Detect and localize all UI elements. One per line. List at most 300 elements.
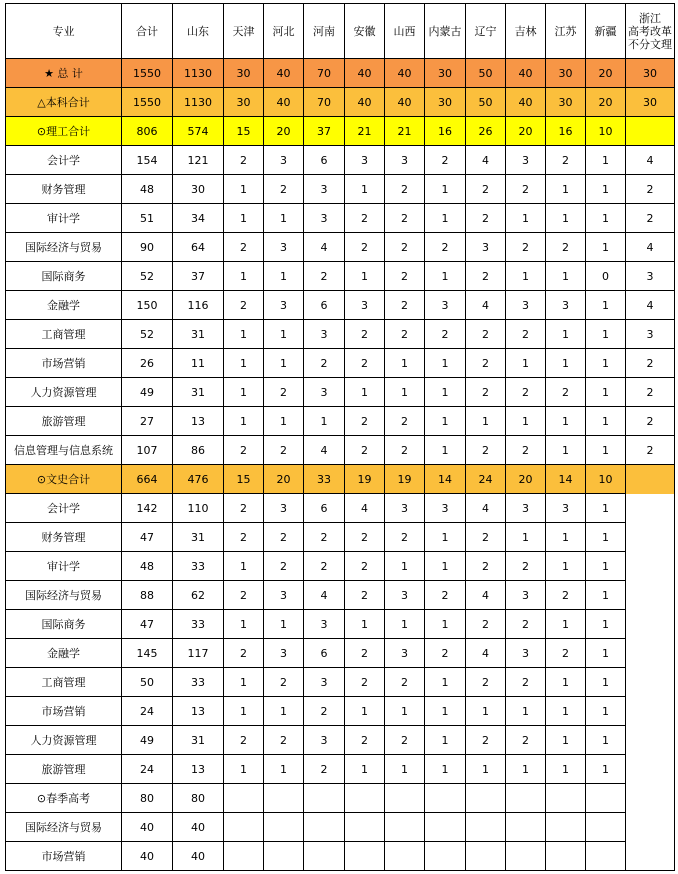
major-cell: 国际经济与贸易 — [6, 581, 122, 610]
value-cell: 2 — [506, 175, 546, 204]
table-row — [6, 610, 675, 639]
header-major: 专业 — [6, 4, 122, 59]
empty-cell — [626, 610, 675, 639]
value-cell: 1 — [224, 378, 264, 407]
value-cell: 1 — [546, 175, 586, 204]
value-cell: 2 — [626, 204, 675, 233]
value-cell — [385, 842, 425, 871]
value-cell: 6 — [304, 639, 345, 668]
value-cell — [466, 784, 506, 813]
value-cell: 34 — [173, 204, 224, 233]
value-cell: 1 — [546, 407, 586, 436]
value-cell: 24 — [466, 465, 506, 494]
value-cell: 1 — [385, 378, 425, 407]
table-row — [6, 146, 675, 175]
empty-cell — [626, 755, 675, 784]
table-row — [6, 117, 675, 146]
value-cell: 2 — [546, 378, 586, 407]
value-cell: 20 — [506, 465, 546, 494]
value-cell: 1 — [586, 204, 626, 233]
value-cell: 2 — [626, 349, 675, 378]
value-cell: 1 — [466, 697, 506, 726]
value-cell — [345, 842, 385, 871]
value-cell: 2 — [264, 436, 304, 465]
value-cell: 1 — [224, 407, 264, 436]
empty-cell — [626, 842, 675, 871]
value-cell: 2 — [385, 175, 425, 204]
value-cell: 1 — [224, 610, 264, 639]
value-cell: 1 — [586, 552, 626, 581]
value-cell: 2 — [224, 494, 264, 523]
value-cell: 2 — [506, 726, 546, 755]
value-cell: 1130 — [173, 88, 224, 117]
value-cell: 13 — [173, 407, 224, 436]
value-cell: 2 — [264, 726, 304, 755]
value-cell: 2 — [626, 378, 675, 407]
value-cell: 1130 — [173, 59, 224, 88]
value-cell: 1 — [586, 378, 626, 407]
value-cell: 33 — [304, 465, 345, 494]
value-cell: 2 — [264, 378, 304, 407]
value-cell: 33 — [173, 552, 224, 581]
value-cell: 51 — [122, 204, 173, 233]
value-cell: 49 — [122, 726, 173, 755]
table-row — [6, 639, 675, 668]
value-cell: 3 — [304, 668, 345, 697]
value-cell — [466, 842, 506, 871]
major-cell: △本科合计 — [6, 88, 122, 117]
value-cell: 3 — [345, 146, 385, 175]
value-cell: 37 — [304, 117, 345, 146]
value-cell: 2 — [304, 755, 345, 784]
value-cell: 2 — [466, 523, 506, 552]
table-row — [6, 668, 675, 697]
value-cell: 3 — [626, 262, 675, 291]
major-cell: 会计学 — [6, 494, 122, 523]
value-cell: 50 — [466, 59, 506, 88]
value-cell: 2 — [224, 523, 264, 552]
value-cell: 1550 — [122, 59, 173, 88]
value-cell: 52 — [122, 320, 173, 349]
value-cell: 2 — [264, 523, 304, 552]
value-cell: 2 — [385, 523, 425, 552]
major-cell: 人力资源管理 — [6, 378, 122, 407]
value-cell: 2 — [345, 349, 385, 378]
value-cell: 2 — [466, 610, 506, 639]
value-cell: 20 — [264, 117, 304, 146]
value-cell — [506, 842, 546, 871]
value-cell — [586, 784, 626, 813]
value-cell: 3 — [466, 233, 506, 262]
major-cell: 旅游管理 — [6, 755, 122, 784]
header-shanxi: 山西 — [385, 4, 425, 59]
value-cell: 1 — [546, 204, 586, 233]
value-cell: 1 — [345, 175, 385, 204]
value-cell — [466, 813, 506, 842]
value-cell: 1 — [506, 349, 546, 378]
table-row — [6, 581, 675, 610]
value-cell: 1 — [264, 610, 304, 639]
value-cell: 40 — [122, 813, 173, 842]
value-cell: 3 — [385, 494, 425, 523]
value-cell: 1 — [425, 349, 466, 378]
value-cell: 3 — [385, 639, 425, 668]
value-cell: 2 — [264, 175, 304, 204]
value-cell: 1 — [586, 494, 626, 523]
value-cell: 1 — [546, 523, 586, 552]
value-cell: 1 — [425, 697, 466, 726]
value-cell: 2 — [224, 233, 264, 262]
value-cell: 1 — [385, 610, 425, 639]
value-cell: 2 — [385, 726, 425, 755]
value-cell: 1 — [224, 204, 264, 233]
value-cell: 47 — [122, 523, 173, 552]
value-cell: 142 — [122, 494, 173, 523]
value-cell: 2 — [345, 726, 385, 755]
value-cell: 2 — [304, 552, 345, 581]
value-cell: 40 — [264, 88, 304, 117]
value-cell: 2 — [345, 668, 385, 697]
value-cell: 2 — [546, 146, 586, 175]
value-cell: 1 — [586, 523, 626, 552]
value-cell: 1 — [264, 204, 304, 233]
table-row — [6, 494, 675, 523]
empty-cell — [626, 668, 675, 697]
value-cell: 2 — [224, 436, 264, 465]
value-cell: 50 — [466, 88, 506, 117]
value-cell: 10 — [586, 465, 626, 494]
value-cell: 33 — [173, 610, 224, 639]
value-cell: 70 — [304, 59, 345, 88]
value-cell: 2 — [506, 320, 546, 349]
major-cell: 市场营销 — [6, 349, 122, 378]
header-zhejiang: 浙江 高考改革 不分文理 — [626, 4, 675, 59]
value-cell: 30 — [425, 88, 466, 117]
value-cell: 1 — [224, 175, 264, 204]
value-cell: 2 — [626, 407, 675, 436]
value-cell: 30 — [425, 59, 466, 88]
value-cell: 4 — [304, 233, 345, 262]
value-cell: 40 — [345, 88, 385, 117]
header-xinjiang: 新疆 — [586, 4, 626, 59]
value-cell: 31 — [173, 523, 224, 552]
value-cell: 3 — [506, 581, 546, 610]
value-cell: 2 — [345, 320, 385, 349]
value-cell: 3 — [264, 291, 304, 320]
value-cell: 3 — [264, 494, 304, 523]
value-cell — [425, 784, 466, 813]
value-cell: 1 — [425, 262, 466, 291]
value-cell: 2 — [466, 349, 506, 378]
major-cell: 会计学 — [6, 146, 122, 175]
value-cell: 1 — [506, 523, 546, 552]
value-cell: 16 — [546, 117, 586, 146]
value-cell: 2 — [345, 407, 385, 436]
value-cell: 1 — [304, 407, 345, 436]
value-cell: 2 — [466, 726, 506, 755]
value-cell: 30 — [626, 88, 675, 117]
value-cell: 24 — [122, 755, 173, 784]
value-cell: 1 — [345, 262, 385, 291]
value-cell: 2 — [385, 291, 425, 320]
value-cell: 1 — [385, 755, 425, 784]
value-cell: 19 — [345, 465, 385, 494]
value-cell: 3 — [546, 291, 586, 320]
value-cell: 1 — [264, 320, 304, 349]
value-cell: 2 — [224, 581, 264, 610]
value-cell: 40 — [173, 842, 224, 871]
value-cell: 1 — [546, 668, 586, 697]
value-cell: 15 — [224, 465, 264, 494]
value-cell: 1 — [264, 407, 304, 436]
value-cell: 40 — [385, 88, 425, 117]
value-cell: 3 — [506, 146, 546, 175]
value-cell: 2 — [466, 262, 506, 291]
table-row — [6, 755, 675, 784]
value-cell: 1 — [506, 204, 546, 233]
table-row — [6, 726, 675, 755]
major-cell: 市场营销 — [6, 697, 122, 726]
value-cell: 1 — [425, 436, 466, 465]
value-cell: 3 — [425, 494, 466, 523]
value-cell: 3 — [304, 726, 345, 755]
table-row — [6, 523, 675, 552]
value-cell: 1 — [546, 726, 586, 755]
header-neimenggu: 内蒙古 — [425, 4, 466, 59]
value-cell: 4 — [626, 146, 675, 175]
value-cell: 1 — [586, 639, 626, 668]
value-cell — [304, 784, 345, 813]
value-cell: 1 — [345, 755, 385, 784]
value-cell: 2 — [385, 204, 425, 233]
value-cell: 2 — [304, 523, 345, 552]
value-cell: 3 — [546, 494, 586, 523]
value-cell: 2 — [385, 233, 425, 262]
value-cell: 1 — [385, 697, 425, 726]
value-cell: 1 — [586, 755, 626, 784]
value-cell: 1 — [224, 668, 264, 697]
value-cell: 3 — [304, 610, 345, 639]
table-row — [6, 378, 675, 407]
value-cell: 1 — [224, 697, 264, 726]
value-cell: 1 — [506, 262, 546, 291]
value-cell: 2 — [466, 552, 506, 581]
value-cell: 3 — [506, 291, 546, 320]
value-cell: 1 — [385, 552, 425, 581]
value-cell: 2 — [345, 639, 385, 668]
value-cell: 1 — [586, 146, 626, 175]
header-jilin: 吉林 — [506, 4, 546, 59]
value-cell: 62 — [173, 581, 224, 610]
value-cell — [546, 784, 586, 813]
value-cell: 37 — [173, 262, 224, 291]
value-cell — [345, 784, 385, 813]
value-cell: 664 — [122, 465, 173, 494]
table-row — [6, 233, 675, 262]
major-cell: 工商管理 — [6, 668, 122, 697]
value-cell — [586, 842, 626, 871]
value-cell: 2 — [264, 552, 304, 581]
value-cell: 70 — [304, 88, 345, 117]
value-cell: 3 — [264, 233, 304, 262]
value-cell: 1 — [546, 436, 586, 465]
value-cell: 1 — [264, 755, 304, 784]
major-cell: 国际商务 — [6, 610, 122, 639]
value-cell: 2 — [224, 146, 264, 175]
value-cell: 1550 — [122, 88, 173, 117]
value-cell: 2 — [466, 378, 506, 407]
major-cell: ⊙理工合计 — [6, 117, 122, 146]
table-body — [6, 4, 675, 871]
value-cell: 2 — [345, 523, 385, 552]
value-cell — [506, 784, 546, 813]
value-cell: 40 — [122, 842, 173, 871]
table-row — [6, 697, 675, 726]
value-cell: 3 — [304, 320, 345, 349]
value-cell: 1 — [546, 262, 586, 291]
value-cell: 20 — [264, 465, 304, 494]
major-cell: 市场营销 — [6, 842, 122, 871]
value-cell: 1 — [425, 726, 466, 755]
value-cell: 19 — [385, 465, 425, 494]
major-cell: 财务管理 — [6, 175, 122, 204]
value-cell: 1 — [425, 668, 466, 697]
value-cell: 1 — [546, 552, 586, 581]
value-cell: 2 — [506, 610, 546, 639]
value-cell: 2 — [506, 552, 546, 581]
value-cell — [385, 813, 425, 842]
value-cell: 1 — [546, 610, 586, 639]
value-cell: 2 — [224, 291, 264, 320]
value-cell: 2 — [385, 436, 425, 465]
value-cell: 1 — [345, 697, 385, 726]
value-cell: 1 — [264, 262, 304, 291]
value-cell: 49 — [122, 378, 173, 407]
value-cell: 15 — [224, 117, 264, 146]
value-cell: 13 — [173, 697, 224, 726]
value-cell: 2 — [385, 262, 425, 291]
major-cell: 国际经济与贸易 — [6, 233, 122, 262]
header-anhui: 安徽 — [345, 4, 385, 59]
table-row — [6, 813, 675, 842]
value-cell — [506, 813, 546, 842]
major-cell: 金融学 — [6, 291, 122, 320]
value-cell: 1 — [264, 349, 304, 378]
value-cell: 4 — [466, 581, 506, 610]
value-cell: 1 — [546, 320, 586, 349]
value-cell: 1 — [506, 407, 546, 436]
value-cell: 2 — [345, 436, 385, 465]
table-row — [6, 842, 675, 871]
value-cell: 1 — [224, 262, 264, 291]
major-cell: 旅游管理 — [6, 407, 122, 436]
value-cell: 1 — [425, 523, 466, 552]
value-cell: 2 — [304, 349, 345, 378]
value-cell: 1 — [586, 436, 626, 465]
value-cell: 3 — [385, 581, 425, 610]
header-row — [6, 4, 675, 59]
major-cell: 金融学 — [6, 639, 122, 668]
value-cell: 48 — [122, 552, 173, 581]
value-cell: 2 — [425, 320, 466, 349]
value-cell: 110 — [173, 494, 224, 523]
value-cell: 1 — [425, 204, 466, 233]
value-cell: 3 — [626, 320, 675, 349]
value-cell: 2 — [506, 233, 546, 262]
value-cell — [546, 813, 586, 842]
value-cell: 1 — [506, 697, 546, 726]
value-cell: 1 — [466, 755, 506, 784]
value-cell — [626, 117, 675, 146]
value-cell: 30 — [546, 88, 586, 117]
value-cell: 80 — [173, 784, 224, 813]
value-cell: 2 — [626, 175, 675, 204]
value-cell: 26 — [466, 117, 506, 146]
value-cell: 1 — [264, 697, 304, 726]
value-cell: 1 — [425, 175, 466, 204]
value-cell: 16 — [425, 117, 466, 146]
value-cell: 1 — [425, 610, 466, 639]
value-cell: 2 — [466, 436, 506, 465]
table-row — [6, 349, 675, 378]
value-cell: 4 — [304, 436, 345, 465]
value-cell: 4 — [466, 291, 506, 320]
table-row — [6, 291, 675, 320]
value-cell — [425, 842, 466, 871]
value-cell: 2 — [546, 233, 586, 262]
table-row — [6, 59, 675, 88]
value-cell: 150 — [122, 291, 173, 320]
value-cell: 476 — [173, 465, 224, 494]
value-cell: 1 — [546, 697, 586, 726]
header-hebei: 河北 — [264, 4, 304, 59]
value-cell — [546, 842, 586, 871]
value-cell: 31 — [173, 378, 224, 407]
value-cell: 40 — [173, 813, 224, 842]
value-cell: 1 — [224, 320, 264, 349]
value-cell: 4 — [345, 494, 385, 523]
value-cell: 1 — [546, 349, 586, 378]
table-row — [6, 465, 675, 494]
value-cell: 1 — [224, 552, 264, 581]
value-cell: 1 — [586, 726, 626, 755]
value-cell: 0 — [586, 262, 626, 291]
value-cell: 20 — [586, 59, 626, 88]
value-cell: 2 — [466, 668, 506, 697]
header-jiangsu: 江苏 — [546, 4, 586, 59]
value-cell: 2 — [385, 407, 425, 436]
value-cell: 1 — [586, 697, 626, 726]
value-cell: 3 — [425, 291, 466, 320]
value-cell: 2 — [425, 639, 466, 668]
value-cell: 14 — [546, 465, 586, 494]
table-row — [6, 262, 675, 291]
table-row — [6, 407, 675, 436]
value-cell — [264, 842, 304, 871]
value-cell: 1 — [586, 291, 626, 320]
value-cell: 2 — [345, 233, 385, 262]
value-cell: 4 — [466, 146, 506, 175]
value-cell: 64 — [173, 233, 224, 262]
value-cell: 1 — [466, 407, 506, 436]
value-cell: 2 — [345, 552, 385, 581]
table-row — [6, 88, 675, 117]
value-cell: 1 — [586, 610, 626, 639]
value-cell: 6 — [304, 494, 345, 523]
value-cell: 6 — [304, 146, 345, 175]
value-cell — [304, 813, 345, 842]
value-cell: 86 — [173, 436, 224, 465]
